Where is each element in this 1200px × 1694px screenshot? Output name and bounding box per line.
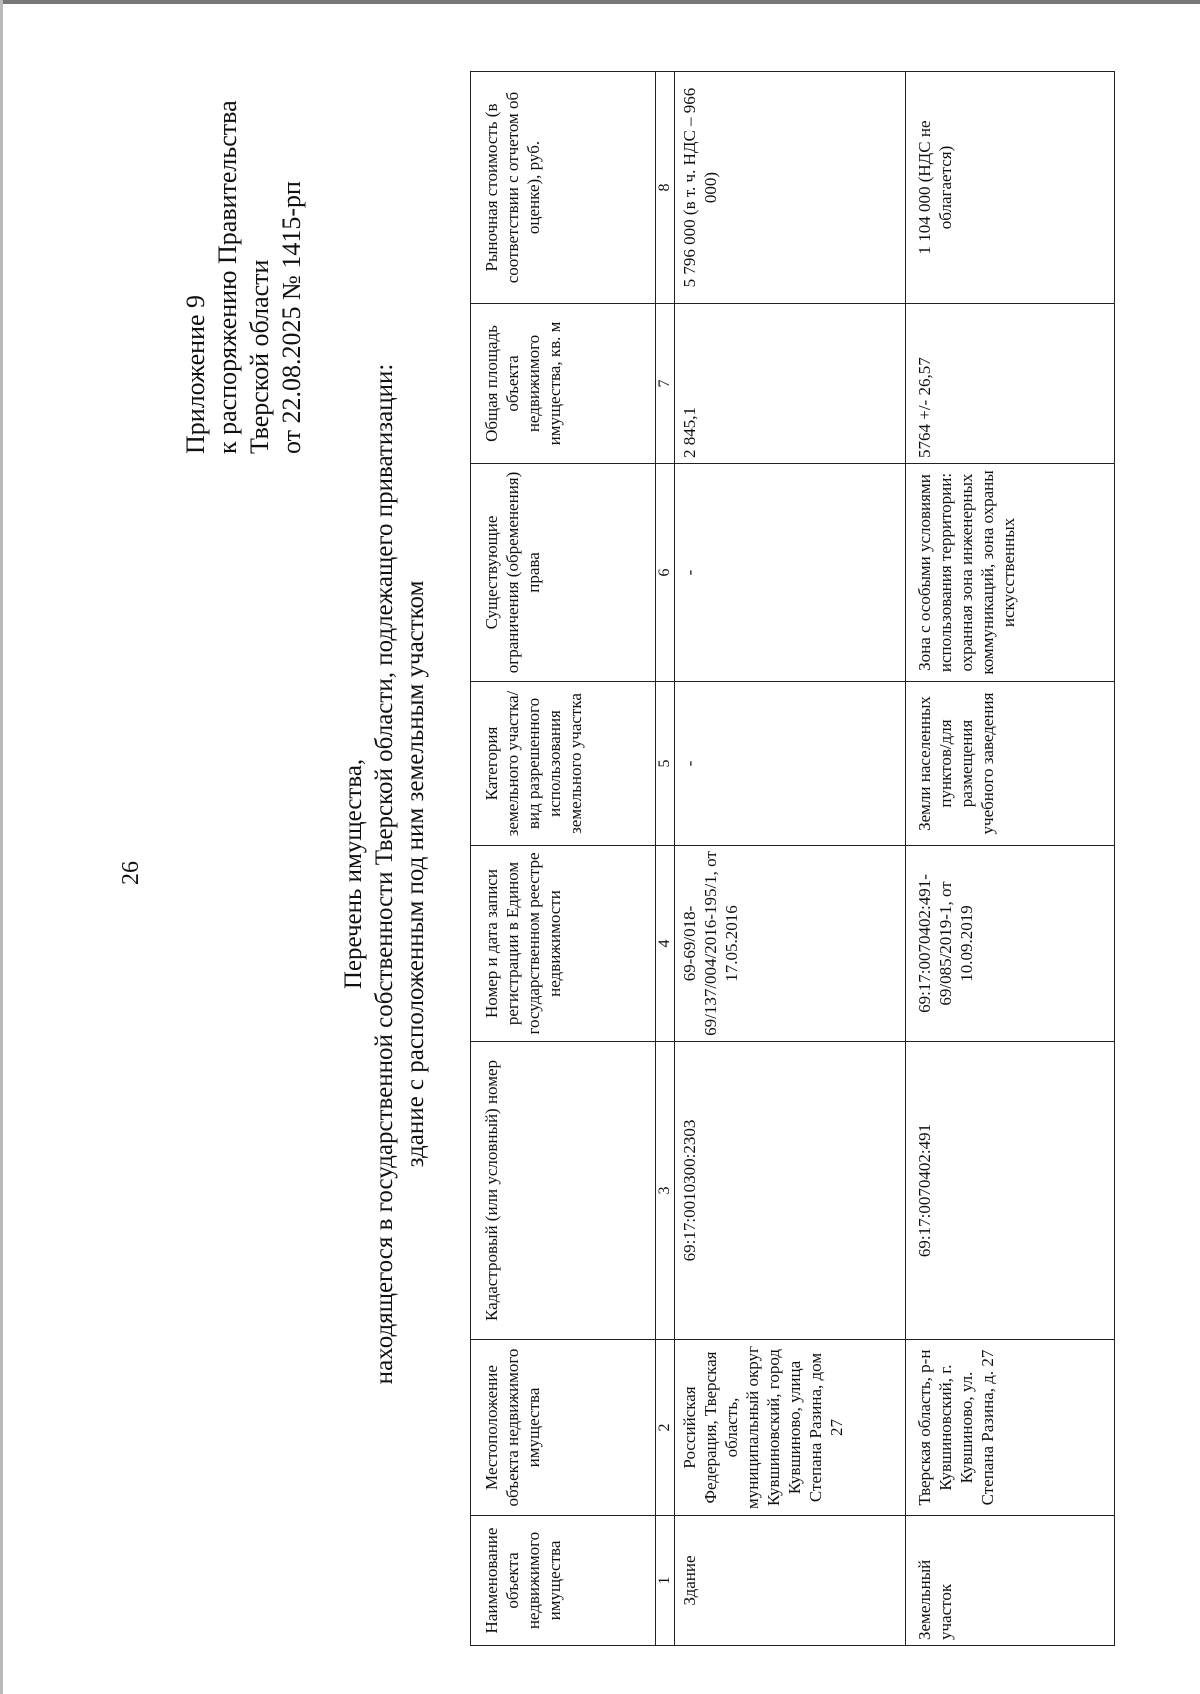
title-line: Перечень имущества, (340, 758, 367, 990)
title-line: здание с расположенным под ним земельным участком (402, 580, 429, 1168)
table-row-land-plot (906, 72, 1115, 1646)
area-cell: 5764 +/- 26,57 (906, 304, 1115, 464)
title-line: находящегося в государственной собственности Тверской области, подлежащего приватизации: (371, 363, 398, 1385)
appendix-header (180, 14, 308, 454)
column-number: 5 (656, 682, 675, 846)
encumbrances-cell: - (675, 464, 906, 682)
table-header-cell: Наименование объекта недвижимого имущества (471, 1516, 656, 1646)
column-number: 7 (656, 304, 675, 464)
cadastral-number-cell: 69:17:0010300:2303 (675, 1042, 906, 1340)
table-row-building (675, 72, 906, 1646)
table-header-cell: Существующие ограничения (обременения) права (471, 464, 656, 682)
column-number: 8 (656, 72, 675, 304)
document-title (338, 204, 431, 1544)
column-number: 4 (656, 846, 675, 1042)
column-number-row (656, 72, 675, 1646)
property-table (470, 71, 1115, 1646)
column-number: 1 (656, 1516, 675, 1646)
page-number: 26 (118, 861, 144, 885)
appendix-line: к распоряжению Правительства (213, 100, 242, 454)
market-value-cell: 1 104 000 (НДС не облагается) (906, 72, 1115, 304)
market-value-cell: 5 796 000 (в т. ч. НДС – 966 000) (675, 72, 906, 304)
area-cell: 2 845,1 (675, 304, 906, 464)
object-name-cell: Земельный участок (906, 1516, 1115, 1646)
registration-record-cell: 69:17:0070402:491-69/085/2019-1, от 10.09.2019 (906, 846, 1115, 1042)
land-category-cell: Земли населенных пунктов/для размещения учебного заведения (906, 682, 1115, 846)
table-header-row (471, 72, 656, 1646)
registration-record-cell: 69-69/018-69/137/004/2016-195/1, от 17.05.2016 (675, 846, 906, 1042)
table-header-cell: Категория земельного участка/вид разрешенного использования земельного участка (471, 682, 656, 846)
column-number: 6 (656, 464, 675, 682)
table-header-cell: Общая площадь объекта недвижимого имущества, кв. м (471, 304, 656, 464)
encumbrances-cell: Зона с особыми условиями использования территории: охранная зона инженерных коммуникаций, зона охраны искусственных (906, 464, 1115, 682)
table-header-cell: Рыночная стоимость (в соответствии с отчетом об оценке), руб. (471, 72, 656, 304)
appendix-line: от 22.08.2025 № 1415-рп (277, 181, 306, 454)
location-cell: Тверская область, р-н Кувшиновский, г. Кувшиново, ул. Степана Разина, д. 27 (906, 1340, 1115, 1516)
column-number: 2 (656, 1340, 675, 1516)
location-cell: Российская Федерация, Тверская область, муниципальный округ Кувшиновский, город Кувшиново, улица Степана Разина, дом 27 (675, 1340, 906, 1516)
table-header-cell: Номер и дата записи регистрации в Едином государственном реестре недвижимости (471, 846, 656, 1042)
column-number: 3 (656, 1042, 675, 1340)
land-category-cell: - (675, 682, 906, 846)
appendix-line: Тверской области (245, 259, 274, 454)
table-header-cell: Местоположение объекта недвижимого имущества (471, 1340, 656, 1516)
cadastral-number-cell: 69:17:0070402:491 (906, 1042, 1115, 1340)
object-name-cell: Здание (675, 1516, 906, 1646)
table-header-cell: Кадастровый (или условный) номер (471, 1042, 656, 1340)
appendix-line: Приложение 9 (181, 294, 210, 454)
